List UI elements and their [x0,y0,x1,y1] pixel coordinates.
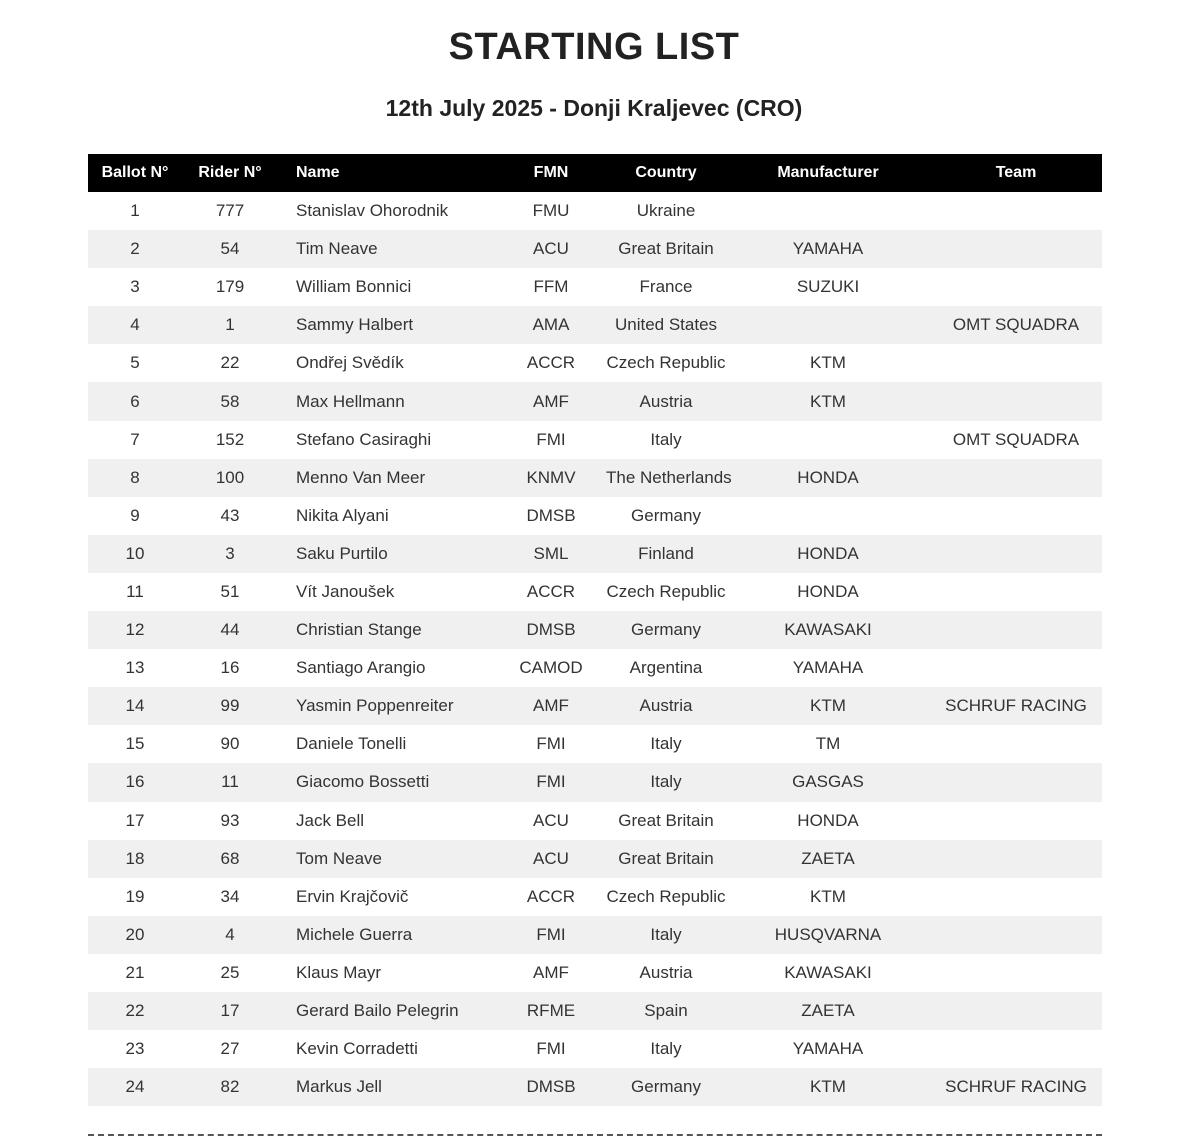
cell-manufacturer: HONDA [797,810,859,830]
header-ballot: Ballot N° [101,164,169,181]
table-row [88,421,1102,459]
cell-ballot: 19 [125,886,145,906]
cell-rider: 58 [220,391,240,411]
cell-country: Finland [638,543,694,563]
page-subtitle: 12th July 2025 - Donji Kraljevec (CRO) [385,95,803,121]
cell-country: Ukraine [636,201,696,221]
cell-manufacturer: KTM [810,353,846,373]
table-row [88,992,1102,1030]
cell-fmn: FMI [536,1039,566,1059]
cell-team: SCHRUF RACING [945,1077,1087,1097]
cell-rider: 34 [220,886,240,906]
table-row [88,763,1102,801]
cell-manufacturer: YAMAHA [792,1039,864,1059]
cell-manufacturer: KTM [810,391,846,411]
table-row [88,649,1102,687]
cell-ballot: 2 [130,239,140,259]
table-row [88,802,1102,840]
cell-country: Italy [650,1039,682,1059]
cell-rider: 99 [220,696,240,716]
cell-country: The Netherlands [606,467,732,487]
table-row [88,840,1102,878]
cell-team [930,954,1102,992]
cell-name: Jack Bell [296,810,365,830]
cell-name: Saku Purtilo [296,543,388,563]
cell-rider: 54 [220,239,240,259]
cell-country: Italy [650,924,682,944]
cell-ballot: 10 [125,543,145,563]
cell-team [930,573,1102,611]
cell-name: Daniele Tonelli [296,734,407,754]
cell-country: Great Britain [618,848,714,868]
cell-manufacturer: KTM [810,1077,846,1097]
cell-name: Klaus Mayr [296,962,382,982]
cell-name: Markus Jell [296,1077,382,1097]
cell-rider: 51 [220,581,240,601]
cell-name: Sammy Halbert [296,315,414,335]
cell-rider: 777 [215,201,245,221]
cell-manufacturer: HUSQVARNA [774,924,882,944]
cell-fmn: AMF [533,696,569,716]
cell-fmn: ACCR [526,353,576,373]
cell-rider: 4 [225,924,235,944]
cell-rider: 44 [220,620,240,640]
cell-country: Czech Republic [606,581,726,601]
cell-name: Nikita Alyani [296,505,389,525]
cell-ballot: 17 [125,810,145,830]
cell-country: Italy [650,772,682,792]
header-manufacturer: Manufacturer [777,164,879,181]
cell-country: Germany [631,1077,701,1097]
cell-fmn: DMSB [526,505,576,525]
cell-rider: 3 [225,543,235,563]
header-rider: Rider N° [198,164,262,181]
header-country: Country [635,164,697,181]
cell-manufacturer: KTM [810,886,846,906]
cell-rider: 179 [215,277,245,297]
cell-rider: 16 [220,658,240,678]
cell-team [930,497,1102,535]
cell-name: Santiago Arangio [296,658,426,678]
table-row [88,306,1102,344]
cell-name: Gerard Bailo Pelegrin [296,1001,459,1021]
table-row [88,382,1102,420]
cell-name: Tim Neave [296,239,378,259]
table-row [88,230,1102,268]
cell-country: Czech Republic [606,886,726,906]
cell-ballot: 3 [130,277,140,297]
dashed-separator [88,1134,1102,1136]
cell-ballot: 15 [125,734,145,754]
cell-manufacturer: KAWASAKI [784,620,872,640]
cell-team [930,344,1102,382]
cell-ballot: 5 [130,353,140,373]
cell-name: William Bonnici [296,277,412,297]
cell-team [930,382,1102,420]
cell-country: Spain [644,1001,688,1021]
cell-fmn: CAMOD [519,658,583,678]
cell-team: OMT SQUADRA [952,429,1080,449]
cell-name: Max Hellmann [296,391,405,411]
cell-country: Austria [639,696,693,716]
cell-team [930,840,1102,878]
cell-ballot: 6 [130,391,140,411]
header-row [88,154,1102,192]
cell-fmn: ACU [533,810,569,830]
cell-country: Czech Republic [606,353,726,373]
cell-country: Germany [631,505,701,525]
cell-fmn: FMI [536,924,566,944]
cell-fmn: FMI [536,734,566,754]
cell-ballot: 21 [125,962,145,982]
cell-rider: 17 [220,1001,240,1021]
cell-fmn: ACCR [526,886,576,906]
cell-ballot: 1 [130,201,140,221]
cell-country: France [639,277,693,297]
cell-ballot: 11 [126,581,144,601]
cell-manufacturer: YAMAHA [792,239,864,259]
cell-ballot: 16 [125,772,145,792]
table-row [88,268,1102,306]
table-row [88,192,1102,230]
cell-manufacturer: KTM [810,696,846,716]
cell-name: Tom Neave [296,848,382,868]
cell-manufacturer: HONDA [797,543,859,563]
cell-fmn: RFME [526,1001,576,1021]
cell-manufacturer: HONDA [797,581,859,601]
cell-ballot: 12 [125,620,145,640]
cell-fmn: ACU [533,848,569,868]
cell-team [930,1030,1102,1068]
cell-fmn: KNMV [526,467,576,487]
cell-fmn: AMA [532,315,570,335]
table-row [88,535,1102,573]
cell-name: Ondřej Svědík [296,353,404,373]
cell-manufacturer: ZAETA [801,1001,855,1021]
starting-list-table [88,154,1102,1106]
cell-team [930,916,1102,954]
cell-ballot: 4 [130,315,140,335]
cell-ballot: 9 [130,505,140,525]
cell-team [930,535,1102,573]
cell-team [930,763,1102,801]
cell-country: Austria [639,391,693,411]
table-row [88,916,1102,954]
cell-rider: 152 [215,429,245,449]
cell-manufacturer: KAWASAKI [784,962,872,982]
cell-rider: 82 [220,1077,240,1097]
cell-manufacturer [726,497,930,535]
cell-country: Italy [650,429,682,449]
cell-manufacturer: HONDA [797,467,859,487]
cell-team [930,802,1102,840]
cell-manufacturer [726,421,930,459]
cell-rider: 27 [220,1039,240,1059]
cell-name: Christian Stange [296,620,422,640]
table-row [88,878,1102,916]
table-row [88,1030,1102,1068]
cell-manufacturer: GASGAS [792,772,864,792]
cell-fmn: ACU [533,239,569,259]
cell-country: Germany [631,620,701,640]
cell-country: Argentina [629,658,703,678]
cell-manufacturer: SUZUKI [796,277,860,297]
cell-country: United States [614,315,718,335]
cell-ballot: 22 [125,1001,145,1021]
cell-fmn: FMI [536,772,566,792]
table-header [88,154,1102,192]
cell-name: Kevin Corradetti [296,1039,418,1059]
cell-rider: 1 [225,315,235,335]
cell-fmn: FMU [532,201,570,221]
header-name: Name [296,164,340,181]
cell-manufacturer: ZAETA [801,848,855,868]
cell-name: Giacomo Bossetti [296,772,430,792]
cell-ballot: 7 [130,429,140,449]
cell-manufacturer: YAMAHA [792,658,864,678]
cell-team [930,992,1102,1030]
cell-team [930,459,1102,497]
cell-rider: 25 [220,962,240,982]
cell-ballot: 20 [125,924,145,944]
table-row [88,344,1102,382]
cell-name: Yasmin Poppenreiter [296,696,454,716]
cell-manufacturer [726,306,930,344]
cell-team [930,649,1102,687]
header-team: Team [995,164,1037,181]
table-body [88,192,1102,1106]
cell-name: Vít Janoušek [296,581,395,601]
cell-name: Michele Guerra [296,924,413,944]
cell-fmn: FFM [533,277,569,297]
cell-ballot: 13 [125,658,145,678]
cell-rider: 90 [220,734,240,754]
cell-ballot: 24 [125,1077,145,1097]
cell-rider: 11 [221,772,239,792]
cell-name: Stefano Casiraghi [296,429,432,449]
page-title: STARTING LIST [448,26,740,68]
cell-ballot: 23 [125,1039,145,1059]
cell-fmn: FMI [536,429,566,449]
table-row [88,497,1102,535]
cell-fmn: DMSB [526,1077,576,1097]
cell-ballot: 18 [125,848,145,868]
cell-rider: 100 [215,467,245,487]
cell-name: Ervin Krajčovič [296,886,409,906]
cell-country: Italy [650,734,682,754]
cell-rider: 93 [220,810,240,830]
cell-name: Menno Van Meer [296,467,426,487]
cell-ballot: 8 [130,467,140,487]
cell-team [930,725,1102,763]
cell-country: Great Britain [618,810,714,830]
table-row [88,459,1102,497]
cell-country: Great Britain [618,239,714,259]
cell-team [930,878,1102,916]
cell-rider: 68 [220,848,240,868]
cell-country: Austria [639,962,693,982]
cell-rider: 22 [220,353,240,373]
cell-team [930,611,1102,649]
cell-name: Stanislav Ohorodnik [296,201,449,221]
cell-manufacturer [726,192,930,230]
cell-fmn: ACCR [526,581,576,601]
cell-rider: 43 [220,505,240,525]
header-fmn: FMN [533,164,569,181]
cell-fmn: AMF [533,391,569,411]
cell-fmn: SML [533,543,569,563]
cell-team: SCHRUF RACING [945,696,1087,716]
cell-fmn: DMSB [526,620,576,640]
table-row [88,687,1102,725]
cell-team [930,268,1102,306]
cell-fmn: AMF [533,962,569,982]
table-row [88,954,1102,992]
cell-ballot: 14 [125,696,145,716]
cell-manufacturer: TM [815,734,841,754]
cell-team: OMT SQUADRA [952,315,1080,335]
table-row [88,725,1102,763]
cell-team [930,230,1102,268]
table-row [88,611,1102,649]
table-row [88,573,1102,611]
table-row [88,1068,1102,1106]
cell-team [930,192,1102,230]
